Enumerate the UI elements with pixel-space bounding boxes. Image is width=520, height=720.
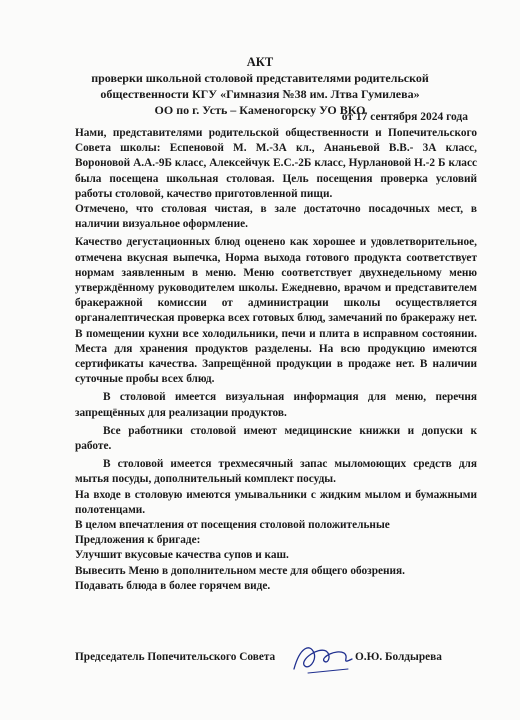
document-header [0, 54, 520, 118]
paragraph-impression: В целом впечатления от посещения столовой положительные [75, 519, 390, 532]
paragraph-quality: Качество дегустационных блюд оценено как хорошее и удовлетворительное, отмечена вкусная выпечка, Норма выхода готового продукта соответствует нормам заявленным в меню. Меню соответствует двухнедельному меню утверждённому руководителем школы. Ежедневно, врачом и представителем бракеражной комиссии от администрации школы осуществляется органалептическая проверка всех готовых блюд, замечаний по бракеражу нет. В помещении кухни все холодильники, печи и плита в исправном состоянии. Места для хранения продуктов разделены. На всю продукцию имеются сертификаты качества. Запрещённой продукции в продаже нет. В наличии суточные пробы всех блюд. [75, 236, 477, 386]
header-line-2: общественности КГУ «Гимназия №38 им. Лтва Гумилева» [100, 87, 420, 101]
paragraph-proposals-heading: Предложения к бригаде: [75, 534, 201, 547]
proposal-item-1: Улучшит вкусовые качества супов и каш. [75, 549, 289, 562]
header-line-1: проверки школьной столовой представителями родительской [91, 71, 429, 85]
document-body [75, 126, 477, 594]
signatory-name: О.Ю. Болдырева [355, 651, 442, 663]
document-title: АКТ [246, 55, 274, 69]
signature-block [75, 651, 485, 671]
paragraph-staff: Все работники столовой имеют медицинские книжки и допуски к работе. [75, 424, 477, 453]
document-date: от 17 сентября 2024 года [341, 111, 468, 123]
signatory-title: Председатель Попечительского Совета [75, 651, 276, 663]
paragraph-cleanliness: Отмечено, что столовая чистая, в зале достаточно посадочных мест, в наличии визуальное оформление. [75, 203, 477, 231]
paragraph-supplies: В столовой имеется трехмесячный запас мыломоющих средств для мытья посуды, дополнительный комплект посуды. [75, 458, 477, 486]
handwritten-signature [288, 639, 358, 679]
paragraph-washbasins: На входе в столовую имеются умывальники с жидким мылом и бумажными полотенцами. [75, 488, 477, 516]
header-line-3: ОО по г. Усть – Каменогорску УО ВКО [154, 103, 366, 117]
proposal-item-2: Вывесить Меню в дополнительном месте для общего обозрения. [75, 564, 405, 577]
paragraph-visual-info: В столовой имеется визуальная информация для меню, перечня запрещённых для реализации продуктов. [75, 391, 477, 419]
paragraph-inspectors: Нами, представителями родительской общественности и Попечительского Совета школы: Еспеновой М. М.-3А кл., Ананьевой В.В.- 3А класс, Вороновой А.А.-9Б класс, Алексейчук Е.С.-2Б класс, Нурлановой Н.-2 Б класс была посещена школьная столовая. Цель посещения проверка условий работы столовой, качество приготовленной пищи. [75, 127, 477, 200]
proposal-item-3: Подавать блюда в более горячем виде. [75, 579, 271, 592]
